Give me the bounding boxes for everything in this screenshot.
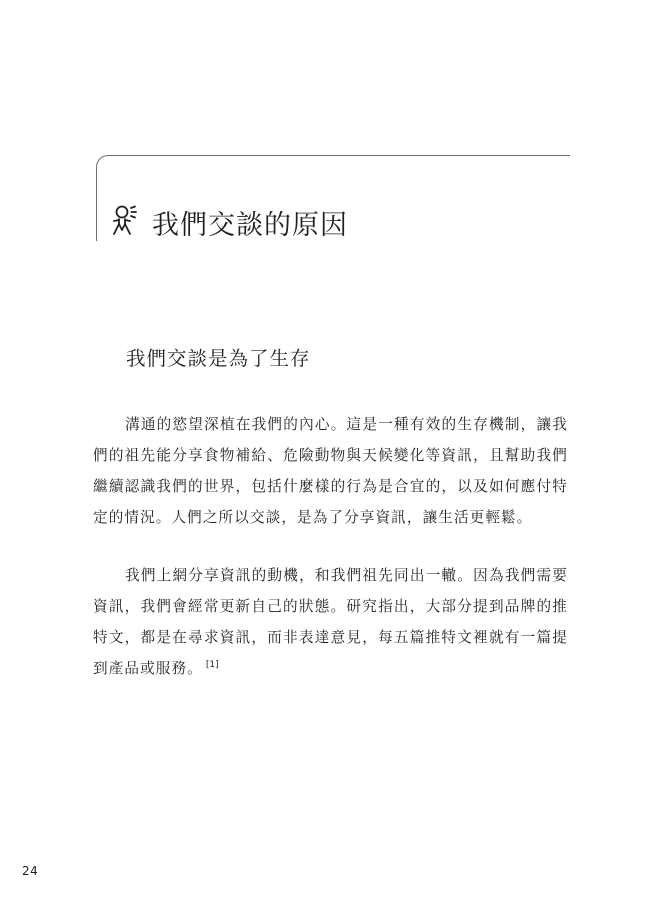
chapter-heading (110, 200, 348, 244)
body-paragraph: 溝通的慾望深植在我們的內心。這是一種有效的生存機制，讓我們的祖先能分享食物補給、危險動物與天候變化等資訊，且幫助我們繼續認識我們的世界，包括什麼樣的行為是合宜的，以及如何應付特定的情況。人們之所以交談，是為了分享資訊，讓生活更輕鬆。 (93, 416, 568, 526)
footnote-reference[interactable]: [1] (205, 660, 219, 671)
chapter-title: 我們交談的原因 (152, 209, 348, 241)
page-number: 24 (22, 864, 39, 878)
speaking-person-icon (110, 204, 144, 240)
section-title: 我們交談是為了生存 (126, 347, 311, 370)
body-paragraph (93, 560, 568, 684)
paragraph-text: 我們上網分享資訊的動機，和我們祖先同出一轍。因為我們需要資訊，我們會經常更新自己的狀態。研究指出，大部分提到品牌的推特文，都是在尋求資訊，而非表達意見，每五篇推特文裡就有一篇提到產品或服務。 (93, 567, 568, 677)
